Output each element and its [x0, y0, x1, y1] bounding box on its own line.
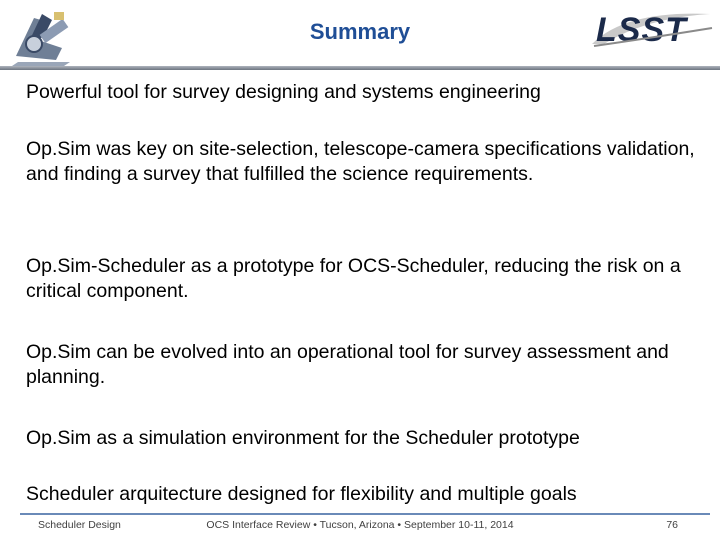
lsst-logo-icon: [586, 8, 716, 50]
bullet-item: Op.Sim was key on site-selection, telescope-camera specifications validation, and finding a survey that fulfilled the science requirements.: [26, 138, 695, 185]
footer-event-info: OCS Interface Review • Tucson, Arizona • September 10-11, 2014: [206, 519, 514, 531]
bullet-item: Op.Sim-Scheduler as a prototype for OCS-Scheduler, reducing the risk on a critical component.: [26, 255, 681, 302]
footer-section-label: Scheduler Design: [38, 519, 121, 531]
bullet-item: Scheduler arquitecture designed for flexibility and multiple goals: [26, 483, 577, 505]
svg-text:LSST: LSST: [596, 11, 687, 49]
bullet-item: Op.Sim can be evolved into an operational tool for survey assessment and planning.: [26, 341, 669, 388]
bullet-item: Powerful tool for survey designing and systems engineering: [26, 81, 541, 103]
footer-divider: [20, 513, 710, 515]
slide-title: Summary: [309, 19, 411, 44]
page-number: 76: [666, 519, 678, 531]
bullet-item: Op.Sim as a simulation environment for the Scheduler prototype: [26, 427, 580, 449]
header-divider: [0, 66, 720, 70]
